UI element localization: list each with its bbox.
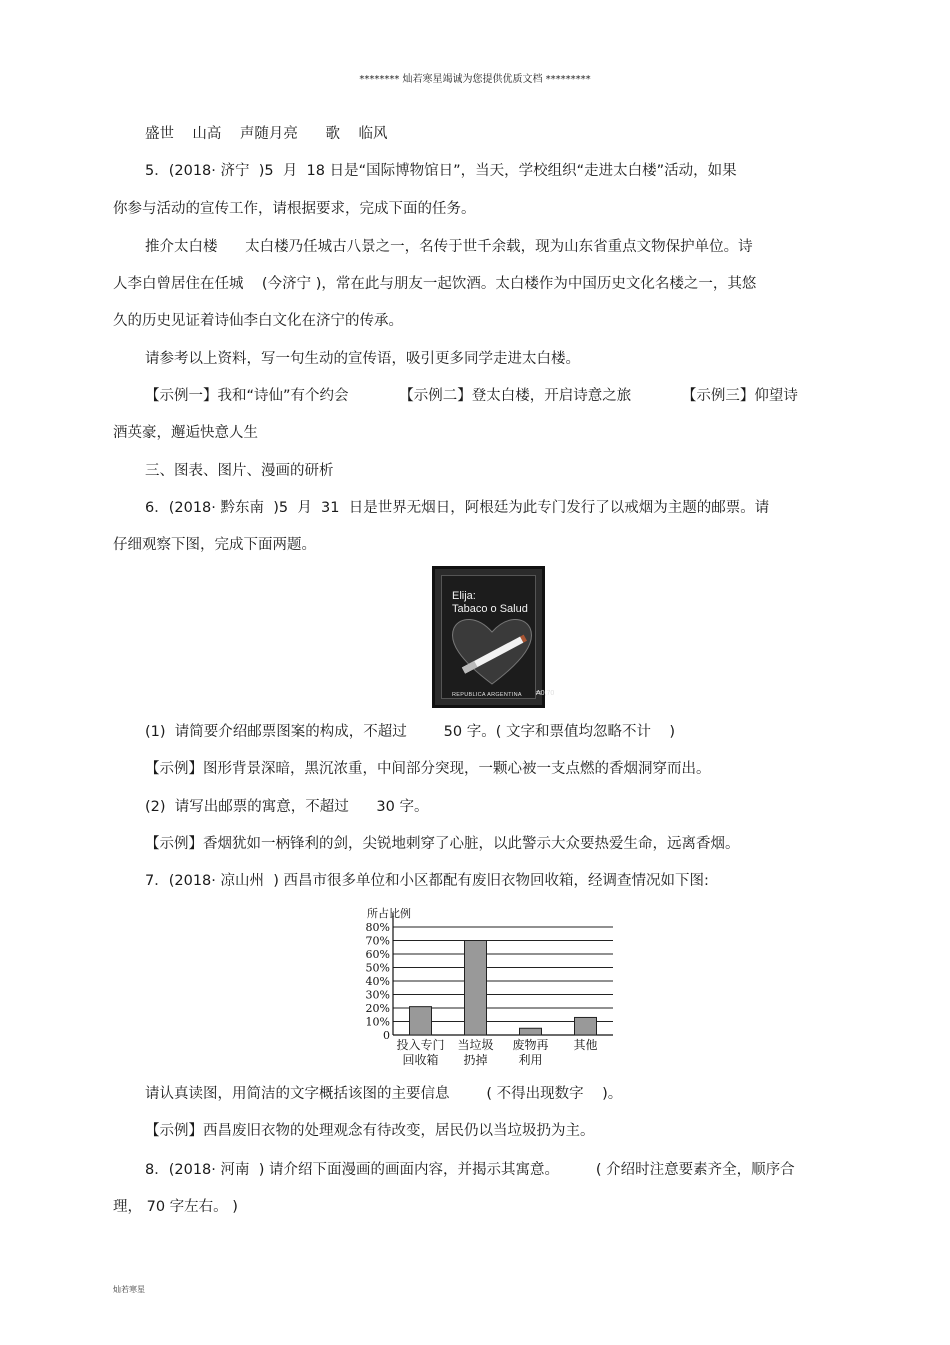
y-tick-label: 20% (365, 1002, 390, 1015)
question-6-sub-2: (2) 请写出邮票的寓意，不超过 30 字。 (145, 799, 429, 815)
y-tick-label: 40% (365, 975, 390, 988)
x-tick-label: 其他 (573, 1038, 598, 1052)
question-8-line-2: 理， 70 字左右。 ) (113, 1199, 238, 1215)
question-7-task: 请认真读图，用简洁的文字概括该图的主要信息 ( 不得出现数字 )。 (145, 1086, 623, 1102)
question-6-line-1: 6．(2018· 黔东南 )5 月 31 日是世界无烟日，阿根廷为此专门发行了以戒烟为主题的邮票。请 (145, 500, 770, 516)
bar (520, 1028, 542, 1035)
question-6-example-2: 【示例】香烟犹如一柄锋利的剑，尖锐地刺穿了心脏，以此警示大众要热爱生命，远离香烟。 (145, 836, 740, 852)
question-6-line-2: 仔细观察下图，完成下面两题。 (113, 537, 316, 553)
bar (410, 1007, 432, 1035)
stamp-frame (441, 575, 555, 699)
heart-cigarette-icon (442, 576, 541, 696)
question-5-line-2: 你参与活动的宣传工作，请根据要求，完成下面的任务。 (113, 201, 476, 217)
bar (465, 941, 487, 1036)
bar (575, 1017, 597, 1035)
y-axis-label: 所占比例 (367, 907, 411, 920)
page-header: ******** 灿若寒星竭诚为您提供优质文档 ********* (359, 74, 591, 85)
question-5-line-1: 5．(2018· 济宁 )5 月 18 日是“国际博物馆日”，当天，学校组织“走进太白楼”活动，如果 (145, 163, 737, 179)
y-tick-label: 80% (365, 921, 390, 934)
x-tick-label: 回收箱 (402, 1053, 439, 1067)
x-tick-label: 废物再 (512, 1038, 549, 1052)
question-8-line-1: 8．(2018· 河南 ) 请介绍下面漫画的画面内容，并揭示其寓意。 ( 介绍时注意要素齐全，顺序合 (145, 1162, 795, 1178)
anti-smoking-stamp (432, 566, 555, 708)
y-tick-label: 30% (365, 988, 390, 1002)
x-tick-label: 扔掉 (463, 1053, 488, 1067)
x-tick-label: 当垃圾 (457, 1038, 494, 1052)
task-prompt: 请参考以上资料，写一句生动的宣传语，吸引更多同学走进太白楼。 (145, 351, 580, 367)
y-tick-label: 10% (365, 1015, 390, 1029)
stamp-country: REPUBLICA ARGENTINA (452, 692, 522, 698)
y-tick-label: 70% (365, 934, 390, 948)
y-tick-label: 0 (383, 1029, 390, 1042)
question-7-line-1: 7．(2018· 凉山州 ) 西昌市很多单位和小区都配有废旧衣物回收箱，经调查情况如下图: (145, 873, 709, 889)
stamp-value: ₳0,70 (536, 690, 555, 697)
material-line-1: 推介太白楼 太白楼乃任城古八景之一，名传于世千余载，现为山东省重点文物保护单位。诗 (145, 239, 753, 255)
y-tick-label: 50% (365, 961, 390, 975)
stamp-title: Elija: Tabaco o Salud (452, 590, 528, 615)
x-tick-label: 利用 (518, 1053, 543, 1067)
example-line-1: 【示例一】我和“诗仙”有个约会 【示例二】登太白楼，开启诗意之旅 【示例三】仰望诗 (145, 388, 798, 404)
answer-line-poem: 盛世 山高 声随月亮 歌 临风 (145, 126, 388, 142)
section-heading: 三、图表、图片、漫画的研析 (145, 463, 334, 479)
question-6-sub-1: (1) 请简要介绍邮票图案的构成，不超过 50 字。( 文字和票值均忽略不计 ) (145, 724, 676, 740)
material-line-2: 人李白曾居住在任城 (今济宁 )，常在此与朋友一起饮酒。太白楼作为中国历史文化名楼之一，其悠 (113, 276, 757, 292)
recycling-bar-chart (355, 905, 625, 1067)
question-7-example: 【示例】西昌废旧衣物的处理观念有待改变，居民仍以当垃圾扔为主。 (145, 1123, 595, 1139)
material-line-3: 久的历史见证着诗仙李白文化在济宁的传承。 (113, 313, 403, 329)
page-footer: 灿若寒星 (113, 1285, 145, 1294)
question-6-example-1: 【示例】图形背景深暗，黑沉浓重，中间部分突现，一颗心被一支点燃的香烟洞穿而出。 (145, 761, 711, 777)
y-tick-label: 60% (365, 948, 390, 961)
x-tick-label: 投入专门 (396, 1038, 445, 1052)
example-line-2: 酒英豪，邂逅快意人生 (113, 425, 258, 441)
